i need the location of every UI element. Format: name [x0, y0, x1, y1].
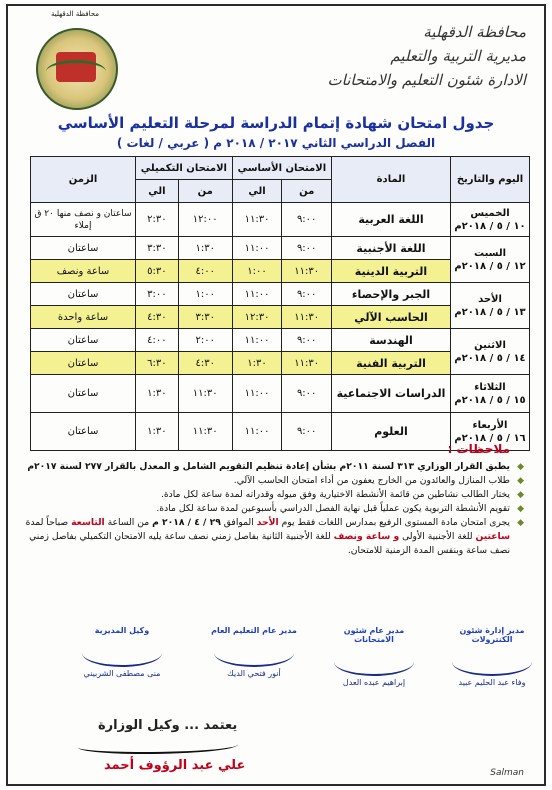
table-cell-basic-from: ١١:٣٠ — [282, 260, 332, 283]
exam-schedule-table — [30, 156, 530, 451]
logo-emblem-icon — [36, 28, 118, 110]
minister-signature-icon — [78, 738, 238, 754]
table-cell-subject: الحاسب الآلي — [332, 306, 451, 329]
table-cell-subject: الدراسات الاجتماعية — [332, 375, 451, 413]
table-cell-supp-from: ١١:٣٠ — [178, 413, 232, 451]
table-cell-supp-from: ٢:٠٠ — [178, 329, 232, 352]
table-cell-basic-to: ١١:٠٠ — [232, 375, 282, 413]
table-cell-supp-from: ١٢:٠٠ — [178, 203, 232, 237]
signature-block: وكيل المديرية منى مصطفى الشربيني — [83, 626, 161, 678]
table-cell-subject: التربية الفنية — [332, 352, 451, 375]
table-cell-supp-from: ١:٠٠ — [178, 283, 232, 306]
col-header-basic-from: من — [282, 180, 332, 203]
table-cell-supp-to: ١:٣٠ — [136, 375, 179, 413]
author-watermark: Salman — [490, 768, 524, 778]
table-cell-day: الأربعاء ١٦ / ٥ / ٢٠١٨م — [451, 413, 530, 451]
signature-scribble-icon — [214, 639, 294, 667]
col-header-subject: المادة — [332, 157, 451, 203]
col-header-supp: الامتحان التكميلي — [136, 157, 233, 180]
approval-label: يعتمد ... وكيل الوزارة — [98, 718, 238, 733]
table-cell-basic-to: ١١:٣٠ — [232, 203, 282, 237]
signature-block: مدير إدارة شئون الكنترولات وفاء عبد الحليم عبيد — [442, 626, 542, 687]
table-cell-supp-to: ٤:٠٠ — [136, 329, 179, 352]
table-cell-basic-from: ٩:٠٠ — [282, 237, 332, 260]
header-line-2: مديرية التربية والتعليم — [390, 47, 526, 65]
table-cell-basic-from: ٩:٠٠ — [282, 203, 332, 237]
table-cell-day: السبت ١٢ / ٥ / ٢٠١٨م — [451, 237, 530, 283]
table-cell-subject: الهندسة — [332, 329, 451, 352]
signature-block: مدير عام شئون الامتحانات إبراهيم عبده العدل — [324, 626, 424, 687]
header-line-1: محافظة الدقهلية — [423, 23, 526, 41]
table-cell-basic-to: ١١:٠٠ — [232, 283, 282, 306]
col-header-day: اليوم والتاريخ — [451, 157, 530, 203]
signature-scribble-icon — [452, 648, 532, 676]
table-cell-basic-to: ١١:٠٠ — [232, 413, 282, 451]
table-cell-supp-to: ٤:٣٠ — [136, 306, 179, 329]
header-line-3: الادارة شئون التعليم والامتحانات — [327, 71, 526, 89]
table-cell-day: الاثنين ١٤ / ٥ / ٢٠١٨م — [451, 329, 530, 375]
notes-list — [14, 460, 524, 558]
table-cell-time: ساعتان — [31, 283, 136, 306]
minister-name: علي عبد الرؤوف أحمد — [104, 758, 246, 773]
table-cell-basic-from: ٩:٠٠ — [282, 283, 332, 306]
table-cell-supp-to: ٥:٣٠ — [136, 260, 179, 283]
table-cell-time: ساعتان — [31, 375, 136, 413]
table-cell-time: ساعتان — [31, 413, 136, 451]
col-header-supp-from: من — [178, 180, 232, 203]
table-cell-supp-to: ٦:٣٠ — [136, 352, 179, 375]
col-header-basic: الامتحان الأساسي — [232, 157, 331, 180]
table-cell-supp-to: ٢:٣٠ — [136, 203, 179, 237]
table-cell-supp-to: ٣:٣٠ — [136, 237, 179, 260]
signature-scribble-icon — [82, 639, 162, 667]
table-cell-subject: التربية الدينية — [332, 260, 451, 283]
col-header-supp-to: الي — [136, 180, 179, 203]
table-cell-time: ساعتان — [31, 352, 136, 375]
page-title: جدول امتحان شهادة إتمام الدراسة لمرحلة التعليم الأساسي — [57, 114, 495, 132]
note-item-last: ◆ يجرى امتحان مادة المستوى الرفيع بمدارس اللغات فقط يوم الأحد الموافق ٢٩ / ٤ / ٢٠١٨ م من الساعة التاسعة صباحاً لمدة ساعتين للغة الأجنبية الأولى و ساعة ونصف للغة الأجنبية الثانية بفاصل زمني نصف ساعة يليه الامتحان التكميلي بفاصل زمني نصف ساعة وبنفس المدة الزمنية للامتحان. — [14, 516, 524, 558]
table-cell-time: ساعة واحدة — [31, 306, 136, 329]
table-cell-supp-from: ٤:٣٠ — [178, 352, 232, 375]
logo-caption: محافظة الدقهلية — [51, 10, 99, 18]
col-header-basic-to: الي — [232, 180, 282, 203]
table-cell-basic-from: ٩:٠٠ — [282, 413, 332, 451]
table-cell-basic-to: ١١:٠٠ — [232, 237, 282, 260]
table-cell-subject: اللغة العربية — [332, 203, 451, 237]
table-cell-supp-from: ١١:٣٠ — [178, 375, 232, 413]
page-subtitle: الفصل الدراسي الثاني ٢٠١٧ / ٢٠١٨ م ( عربي / لغات ) — [116, 136, 436, 150]
notes-title: ملاحظات : — [447, 442, 510, 456]
note-item: ◆ يطبق القرار الوزاري ٣١٣ لسنة ٢٠١١م بشأن إعادة تنظيم التقويم الشامل و المعدل بالقرار ٢٧٧ لسنة ٢٠١٧م — [14, 460, 524, 474]
table-cell-supp-from: ٣:٣٠ — [178, 306, 232, 329]
signature-block: مدير عام التعليم العام أنور فتحي الديك — [211, 626, 297, 678]
table-cell-basic-to: ١٢:٣٠ — [232, 306, 282, 329]
header-block — [328, 20, 526, 92]
table-cell-basic-from: ١١:٣٠ — [282, 352, 332, 375]
table-cell-time: ساعتان — [31, 329, 136, 352]
document-page — [6, 4, 546, 786]
table-cell-time: ساعتان و نصف منها ٢٠ ق إملاء — [31, 203, 136, 237]
table-cell-supp-from: ٤:٠٠ — [178, 260, 232, 283]
note-item: ◆ تقويم الأنشطة التربوية يكون عملياً قبل نهاية الفصل الدراسي بأسبوعين لمدة ساعة لكل مادة. — [14, 502, 524, 516]
col-header-time: الزمن — [31, 157, 136, 203]
table-cell-basic-to: ١١:٠٠ — [232, 329, 282, 352]
table-cell-basic-from: ٩:٠٠ — [282, 329, 332, 352]
note-item: ◆ يختار الطالب نشاطين من قائمة الأنشطة الاختيارية وفق ميوله وقدراته لمدة ساعة لكل مادة. — [14, 488, 524, 502]
table-cell-subject: اللغة الأجنبية — [332, 237, 451, 260]
table-cell-supp-to: ٣:٠٠ — [136, 283, 179, 306]
table-cell-supp-to: ١:٣٠ — [136, 413, 179, 451]
note-item: ◆ طلاب المنازل والعائدون من الخارج يعفون من أداء امتحان الحاسب الآلي. — [14, 474, 524, 488]
table-cell-basic-to: ١:٠٠ — [232, 260, 282, 283]
table-cell-day: الثلاثاء ١٥ / ٥ / ٢٠١٨م — [451, 375, 530, 413]
table-cell-day: الأحد ١٣ / ٥ / ٢٠١٨م — [451, 283, 530, 329]
table-cell-time: ساعة ونصف — [31, 260, 136, 283]
table-cell-subject: الجبر والإحصاء — [332, 283, 451, 306]
table-cell-basic-from: ٩:٠٠ — [282, 375, 332, 413]
table-cell-subject: العلوم — [332, 413, 451, 451]
table-cell-basic-from: ١١:٣٠ — [282, 306, 332, 329]
table-cell-day: الخميس ١٠ / ٥ / ٢٠١٨م — [451, 203, 530, 237]
table-cell-supp-from: ١:٣٠ — [178, 237, 232, 260]
table-cell-time: ساعتان — [31, 237, 136, 260]
table-cell-basic-to: ١:٣٠ — [232, 352, 282, 375]
signature-scribble-icon — [334, 648, 414, 676]
